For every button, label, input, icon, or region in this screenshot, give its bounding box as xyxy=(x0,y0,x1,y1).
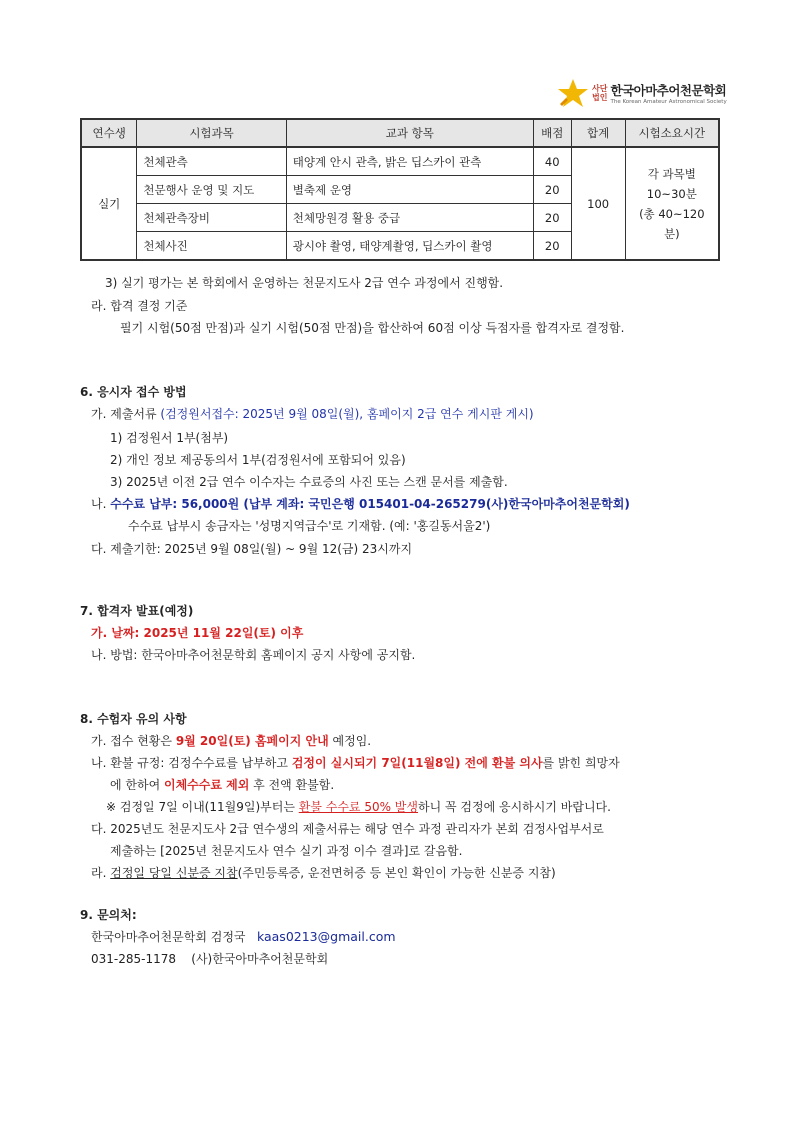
contact-phone: 031-285-1178 xyxy=(91,952,177,966)
s8-docs-line-2: 제출하는 [2025년 천문지도사 연수 실기 과정 이수 결과]로 갈음함. xyxy=(110,844,463,858)
corp-badge xyxy=(592,84,607,102)
subject-cell: 천체사진 xyxy=(137,232,286,261)
contact-name: 한국아마추어천문학회 검정국 xyxy=(91,930,246,944)
s6-docs-prefix: 가. 제출서류 xyxy=(91,407,161,421)
pass-criteria-text: 필기 시험(50점 만점)과 실기 시험(50점 만점)을 합산하여 60점 이상 득점자를 합격자로 결정함. xyxy=(120,321,625,335)
phone-line xyxy=(91,951,328,967)
pass-criteria-title: 라. 합격 결정 기준 xyxy=(91,299,188,313)
s8-docs-line-1: 다. 2025년도 천문지도사 2급 연수생의 제출서류는 해당 연수 과정 관리자가 본회 검정사업부서로 xyxy=(91,822,604,836)
group-label: 실기 xyxy=(81,147,137,260)
s7-method: 나. 방법: 한국아마추어천문학회 홈페이지 공지 사항에 공지함. xyxy=(91,648,416,662)
s6-fee-note: 수수료 납부시 송금자는 '성명지역급수'로 기재함. (예: '홍길동서울2') xyxy=(128,519,491,533)
time-line-2: 10~30분 xyxy=(646,186,697,201)
s8-note-fee: 환불 수수료 50% 발생 xyxy=(298,800,418,814)
header-subject: 시험과목 xyxy=(137,119,286,147)
section-9-title: 9. 문의처: xyxy=(80,908,137,922)
society-name-en: The Korean Amateur Astronomical Society xyxy=(610,99,727,105)
contact-line xyxy=(91,929,396,945)
society-name-ko: 한국아마추어천문학회 xyxy=(610,83,727,98)
s8-refund-end: 후 전액 환불함. xyxy=(249,778,335,792)
section-6-title: 6. 응시자 접수 방법 xyxy=(80,385,187,399)
s8-note-prefix: ※ 검정일 7일 이내(11월9일)부터는 xyxy=(106,800,299,814)
s6-fee-text: 수수료 납부: 56,000원 (납부 계좌: 국민은행 015401-04-265279(사)한국아마추어천문학회) xyxy=(110,497,630,511)
s6-fee-line xyxy=(91,496,630,512)
score-cell: 20 xyxy=(533,232,571,261)
s8-refund-line-2 xyxy=(110,777,334,793)
s8-status-prefix: 가. 접수 현황은 xyxy=(91,734,176,748)
subject-cell: 천체관측 xyxy=(137,147,286,176)
table-header-row xyxy=(81,119,719,147)
s8-note-suffix: 하니 꼭 검정에 응시하시기 바랍니다. xyxy=(418,800,611,814)
star-logo-icon xyxy=(556,78,590,108)
item-cell: 광시야 촬영, 태양계촬영, 딥스카이 촬영 xyxy=(286,232,533,261)
section-8-title: 8. 수험자 유의 사항 xyxy=(80,712,187,726)
s8-id-required: 검정일 당일 신분증 지참 xyxy=(110,866,238,880)
score-cell: 20 xyxy=(533,204,571,232)
society-logo xyxy=(556,78,727,108)
score-cell: 40 xyxy=(533,147,571,176)
s8-refund-fee-excluded: 이체수수료 제외 xyxy=(164,778,250,792)
s6-docs-line xyxy=(91,406,534,422)
corp-line-2: 법인 xyxy=(592,93,608,102)
s8-refund-line-1 xyxy=(91,755,620,771)
time-line-1: 각 과목별 xyxy=(647,166,696,181)
section-7-title: 7. 합격자 발표(예정) xyxy=(80,604,194,618)
item-cell: 태양계 안시 관측, 밝은 딥스카이 관측 xyxy=(286,147,533,176)
header-trainee: 연수생 xyxy=(81,119,137,147)
s8-refund-note xyxy=(106,799,611,815)
exam-table xyxy=(80,118,720,261)
contact-org: (사)한국아마추어천문학회 xyxy=(191,952,329,966)
s6-doc-2: 2) 개인 정보 제공동의서 1부(검정원서에 포함되어 있음) xyxy=(110,453,406,467)
time-line-3: (총 40~120분) xyxy=(639,206,705,241)
s8-refund-cont: 에 한하여 xyxy=(110,778,164,792)
time-cell xyxy=(625,147,719,260)
s6-doc-1: 1) 검정원서 1부(첨부) xyxy=(110,431,229,445)
header-item: 교과 항목 xyxy=(286,119,533,147)
s8-refund-mid: 를 밝힌 희망자 xyxy=(542,756,620,770)
header-score: 배점 xyxy=(533,119,571,147)
s8-id-line xyxy=(91,865,556,881)
s8-refund-prefix: 나. 환불 규정: 검정수수료를 납부하고 xyxy=(91,756,292,770)
s6-docs-date: (검정원서접수: 2025년 9월 08일(월), 홈페이지 2급 연수 게시판 게시) xyxy=(160,407,534,421)
s8-refund-deadline: 검정이 실시되기 7일(11월8일) 전에 환불 의사 xyxy=(291,756,543,770)
s8-status-line xyxy=(91,733,371,749)
header-time: 시험소요시간 xyxy=(625,119,719,147)
s8-status-date: 9월 20일(토) 홈페이지 안내 xyxy=(175,734,329,748)
item-cell: 천체망원경 활용 중급 xyxy=(286,204,533,232)
s6-fee-prefix: 나. xyxy=(91,497,111,511)
corp-line-1: 사단 xyxy=(592,84,608,93)
table-row xyxy=(81,147,719,176)
s7-date: 가. 날짜: 2025년 11월 22일(토) 이후 xyxy=(91,626,304,640)
subject-cell: 천체관측장비 xyxy=(137,204,286,232)
practical-eval-note: 3) 실기 평가는 본 학회에서 운영하는 천문지도사 2급 연수 과정에서 진행함. xyxy=(105,276,504,290)
s6-deadline: 다. 제출기한: 2025년 9월 08일(월) ~ 9월 12(금) 23시까지 xyxy=(91,542,413,556)
contact-email-link[interactable]: kaas0213@gmail.com xyxy=(256,929,396,944)
header-total: 합계 xyxy=(571,119,625,147)
total-cell: 100 xyxy=(571,147,625,260)
s8-id-prefix: 라. xyxy=(91,866,111,880)
score-cell: 20 xyxy=(533,176,571,204)
s8-status-suffix: 예정임. xyxy=(328,734,372,748)
s6-doc-3: 3) 2025년 이전 2급 연수 이수자는 수료증의 사진 또는 스캔 문서를 제출함. xyxy=(110,475,508,489)
item-cell: 별축제 운영 xyxy=(286,176,533,204)
s8-id-detail: (주민등록증, 운전면허증 등 본인 확인이 가능한 신분증 지참) xyxy=(237,866,556,880)
subject-cell: 천문행사 운영 및 지도 xyxy=(137,176,286,204)
